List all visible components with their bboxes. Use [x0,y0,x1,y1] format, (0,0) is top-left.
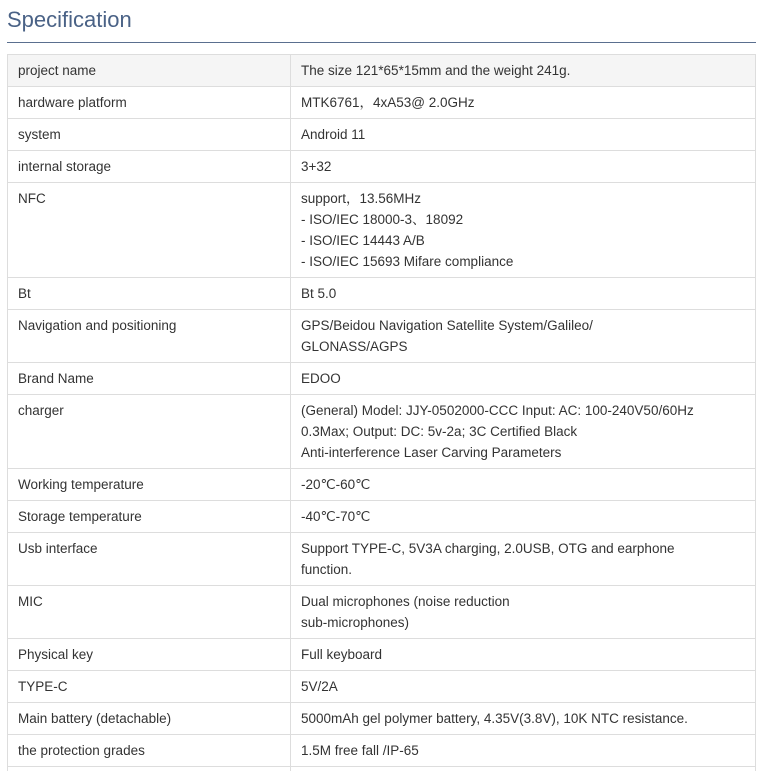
spec-value [291,119,756,151]
spec-value-line: 5V/2A [301,679,338,694]
table-row [8,469,756,501]
spec-value-line: Bt 5.0 [301,286,337,301]
spec-value-line: -20℃-60℃ [301,477,371,492]
spec-value-line: Dual microphones (noise reduction [301,594,510,609]
spec-label: the protection grades [8,735,291,767]
spec-label: Physical key [8,639,291,671]
table-row [8,671,756,703]
spec-label: Storage temperature [8,501,291,533]
spec-label: hardware platform [8,87,291,119]
spec-label: internal storage [8,151,291,183]
spec-value [291,87,756,119]
spec-table-body [8,55,756,771]
spec-value-line: Full keyboard [301,647,383,662]
spec-value-line: (General) Model: JJY-0502000-CCC Input: AC: 100-240V50/60Hz [301,403,694,418]
table-row [8,151,756,183]
spec-label: system [8,119,291,151]
spec-value [291,151,756,183]
spec-label: Main battery (detachable) [8,703,291,735]
spec-value-line: 1.5M free fall /IP-65 [301,743,419,758]
table-row [8,639,756,671]
table-row [8,735,756,767]
spec-value [291,183,756,278]
spec-label: MIC [8,586,291,639]
table-row [8,501,756,533]
spec-label: Usb interface [8,533,291,586]
spec-value-line: Support TYPE-C, 5V3A charging, 2.0USB, OTG and earphone [301,541,675,556]
spec-label: Working temperature [8,469,291,501]
spec-value-line: - ISO/IEC 18000-3、18092 [301,212,464,227]
spec-value-line: -40℃-70℃ [301,509,371,524]
spec-value-line: function. [301,562,353,577]
table-row [8,183,756,278]
spec-value [291,735,756,767]
spec-label: Navigation and positioning [8,310,291,363]
spec-value-line: 0.3Max; Output: DC: 5v-2a; 3C Certified Black [301,424,578,439]
spec-value-line: GPS/Beidou Navigation Satellite System/Galileo/ [301,318,593,333]
table-row [8,533,756,586]
table-row [8,310,756,363]
spec-value-line: - ISO/IEC 15693 Mifare compliance [301,254,514,269]
spec-value-line: 5000mAh gel polymer battery, 4.35V(3.8V), 10K NTC resistance. [301,711,688,726]
title-divider [7,42,756,43]
spec-value-line: - ISO/IEC 14443 A/B [301,233,425,248]
table-row [8,703,756,735]
spec-value-line: GLONASS/AGPS [301,339,408,354]
spec-value-line: 3+32 [301,159,332,174]
table-row [8,767,756,771]
spec-value [291,533,756,586]
table-row [8,363,756,395]
spec-table [7,54,756,771]
table-row [8,586,756,639]
spec-value [291,55,756,87]
spec-label: charger [8,395,291,469]
spec-value [291,671,756,703]
spec-value-line: EDOO [301,371,341,386]
spec-value-line: Anti-interference Laser Carving Parameters [301,445,562,460]
spec-value [291,767,756,771]
spec-value [291,363,756,395]
spec-value-line: sub-microphones) [301,615,410,630]
table-row [8,55,756,87]
spec-value-line: Android 11 [301,127,366,142]
spec-label: Bt [8,278,291,310]
table-row [8,395,756,469]
spec-label: project name [8,55,291,87]
table-row [8,278,756,310]
spec-value-line: MTK6761，4xA53@ 2.0GHz [301,95,475,110]
spec-label [8,767,291,771]
spec-value [291,310,756,363]
spec-value [291,501,756,533]
spec-value [291,639,756,671]
spec-label: NFC [8,183,291,278]
spec-label: TYPE-C [8,671,291,703]
spec-value [291,586,756,639]
spec-label: Brand Name [8,363,291,395]
spec-value [291,703,756,735]
spec-value [291,278,756,310]
page-title: Specification [7,7,132,32]
spec-value [291,395,756,469]
spec-value-line: support，13.56MHz [301,191,422,206]
spec-value-line: The size 121*65*15mm and the weight 241g. [301,63,571,78]
table-row [8,87,756,119]
table-row [8,119,756,151]
spec-value [291,469,756,501]
